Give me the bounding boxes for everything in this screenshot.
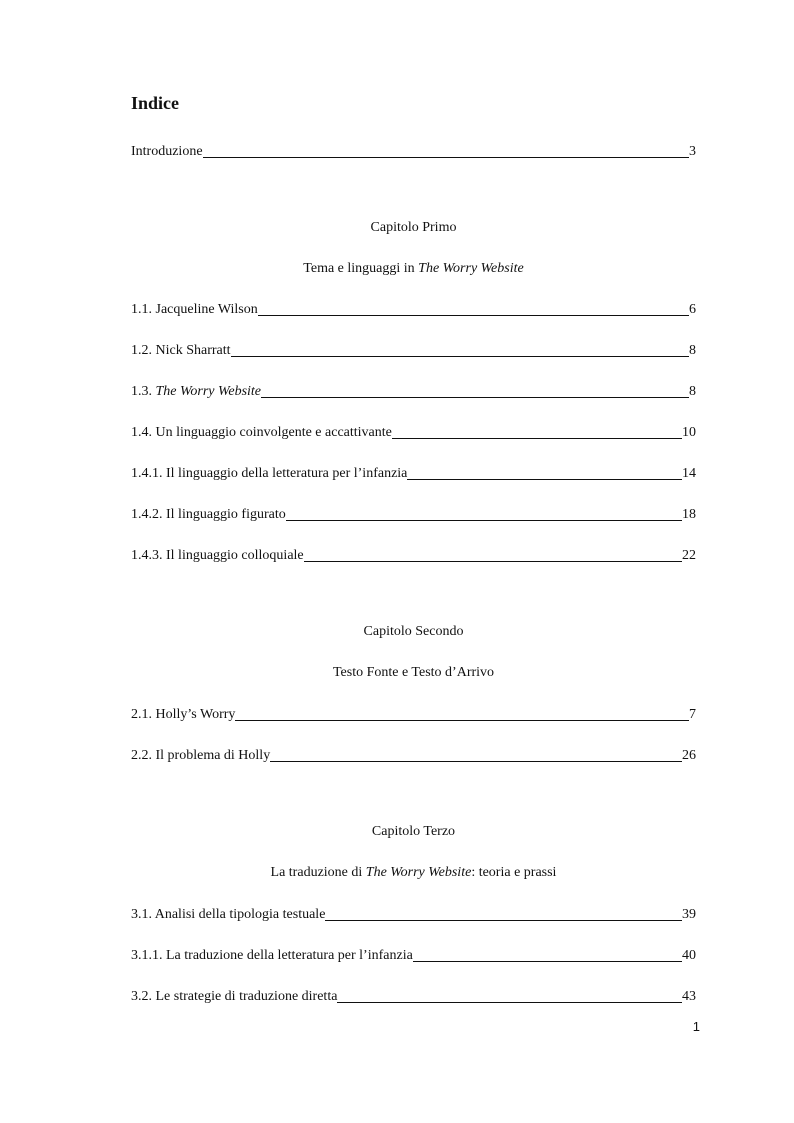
toc-entry-1-2[interactable] (131, 340, 696, 360)
toc-entry-page: 39 (682, 907, 696, 922)
toc-entry-page: 18 (682, 507, 696, 522)
toc-entry-label: 1.4.2. Il linguaggio figurato (131, 507, 286, 522)
leader-line (392, 438, 682, 439)
toc-entry-3-2[interactable] (131, 986, 696, 1006)
toc-entry-label: 3.1. Analisi della tipologia testuale (131, 907, 326, 922)
toc-entry-label: 2.2. Il problema di Holly (131, 748, 271, 763)
toc-entry-2-1[interactable] (131, 704, 696, 724)
toc-entry-label: 3.2. Le strategie di traduzione diretta (131, 989, 338, 1004)
chapter-1-heading: Capitolo Primo (370, 220, 457, 235)
toc-entry-page: 6 (689, 302, 696, 317)
leader-line (203, 157, 689, 158)
toc-entry-label: Introduzione (131, 144, 203, 159)
leader-line (231, 356, 689, 357)
chapter-3-heading: Capitolo Terzo (371, 824, 456, 839)
chapter-2-subtitle: Testo Fonte e Testo d’Arrivo (332, 665, 495, 680)
leader-line (235, 720, 689, 721)
toc-entry-page: 3 (689, 144, 696, 159)
toc-entry-introduction[interactable] (131, 141, 696, 161)
leader-line (261, 397, 689, 398)
toc-entry-page: 40 (682, 948, 696, 963)
toc-entry-label: 1.4. Un linguaggio coinvolgente e accattivante (131, 425, 392, 440)
toc-entry-1-4-2[interactable] (131, 504, 696, 524)
toc-entry-3-1-1[interactable] (131, 945, 696, 965)
toc-entry-page: 26 (682, 748, 696, 763)
toc-entry-page: 8 (689, 384, 696, 399)
toc-entry-label: 1.4.1. Il linguaggio della letteratura per l’infanzia (131, 466, 408, 481)
toc-entry-3-1[interactable] (131, 904, 696, 924)
toc-entry-page: 14 (682, 466, 696, 481)
toc-entry-label: 3.1.1. La traduzione della letteratura per l’infanzia (131, 948, 413, 963)
chapter-1-subtitle: Tema e linguaggi in The Worry Website (303, 261, 524, 276)
toc-entry-1-1[interactable] (131, 299, 696, 319)
leader-line (407, 479, 682, 480)
leader-line (304, 561, 682, 562)
leader-line (337, 1002, 682, 1003)
toc-entry-1-4-1[interactable] (131, 463, 696, 483)
toc-entry-2-2[interactable] (131, 745, 696, 765)
toc-entry-page: 22 (682, 548, 696, 563)
page-number: 1 (692, 1019, 700, 1034)
toc-entry-page: 8 (689, 343, 696, 358)
index-title: Indice (131, 93, 180, 113)
toc-entry-label: 1.1. Jacqueline Wilson (131, 302, 258, 317)
toc-entry-1-4-3[interactable] (131, 545, 696, 565)
leader-line (270, 761, 682, 762)
toc-entry-label: 1.3. The Worry Website (131, 384, 262, 399)
chapter-3-subtitle: La traduzione di The Worry Website: teoria e prassi (270, 865, 557, 880)
chapter-2-heading: Capitolo Secondo (363, 624, 464, 639)
toc-entry-1-4[interactable] (131, 422, 696, 442)
toc-entry-1-3[interactable] (131, 381, 696, 401)
toc-entry-page: 43 (682, 989, 696, 1004)
toc-entry-label: 2.1. Holly’s Worry (131, 707, 236, 722)
leader-line (413, 961, 682, 962)
leader-line (325, 920, 682, 921)
toc-entry-label: 1.4.3. Il linguaggio colloquiale (131, 548, 304, 563)
leader-line (286, 520, 682, 521)
toc-entry-page: 10 (682, 425, 696, 440)
toc-entry-page: 7 (689, 707, 696, 722)
toc-entry-label: 1.2. Nick Sharratt (131, 343, 231, 358)
leader-line (258, 315, 689, 316)
